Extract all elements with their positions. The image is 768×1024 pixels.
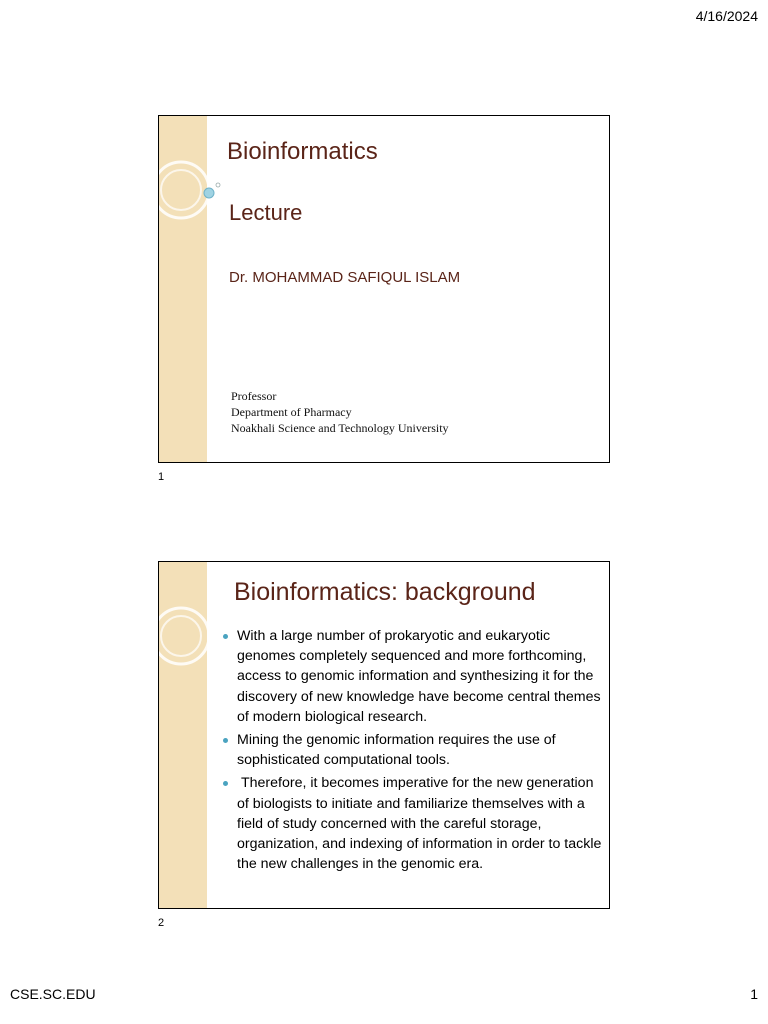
footer-source: CSE.SC.EDU: [10, 986, 96, 1002]
bullet-text: Mining the genomic information requires the use of sophisticated computational tools.: [237, 732, 556, 769]
slide-title: Bioinformatics: background: [234, 578, 536, 606]
slide-title: Bioinformatics: [227, 138, 378, 165]
list-item: [221, 626, 603, 727]
affiliation-line: Professor: [231, 389, 277, 403]
circle-ornament-icon: [159, 156, 229, 246]
affiliation-line: Department of Pharmacy: [231, 405, 352, 419]
slide-number: 2: [158, 917, 165, 929]
slide-subtitle: Lecture: [229, 200, 303, 225]
bullet-icon: [223, 634, 228, 639]
bullet-list: [221, 626, 606, 877]
slide-number: 1: [158, 471, 165, 483]
circle-ornament-icon: [159, 602, 229, 692]
affiliation-block: [231, 388, 449, 436]
bullet-icon: [223, 738, 228, 743]
slide-2: [158, 561, 610, 909]
bullet-text: With a large number of prokaryotic and eukaryotic genomes completely sequenced and more forthcoming, access to genomic information and synthesizing it for the discovery of new knowledge have become central themes of modern biological research.: [237, 628, 601, 725]
slide-1: [158, 115, 610, 463]
list-item: [221, 773, 606, 874]
footer-page-number: 1: [750, 986, 758, 1002]
author-name: Dr. MOHAMMAD SAFIQUL ISLAM: [229, 269, 461, 286]
bullet-icon: [223, 781, 228, 786]
header-date: 4/16/2024: [695, 8, 758, 24]
affiliation-line: Noakhali Science and Technology University: [231, 421, 449, 435]
list-item: [221, 730, 603, 770]
bullet-text: Therefore, it becomes imperative for the new generation of biologists to initiate and familiarize themselves with a field of study concerned with the careful storage, organization, and indexing of information in order to tackle the new challenges in the genomic era.: [237, 775, 606, 873]
